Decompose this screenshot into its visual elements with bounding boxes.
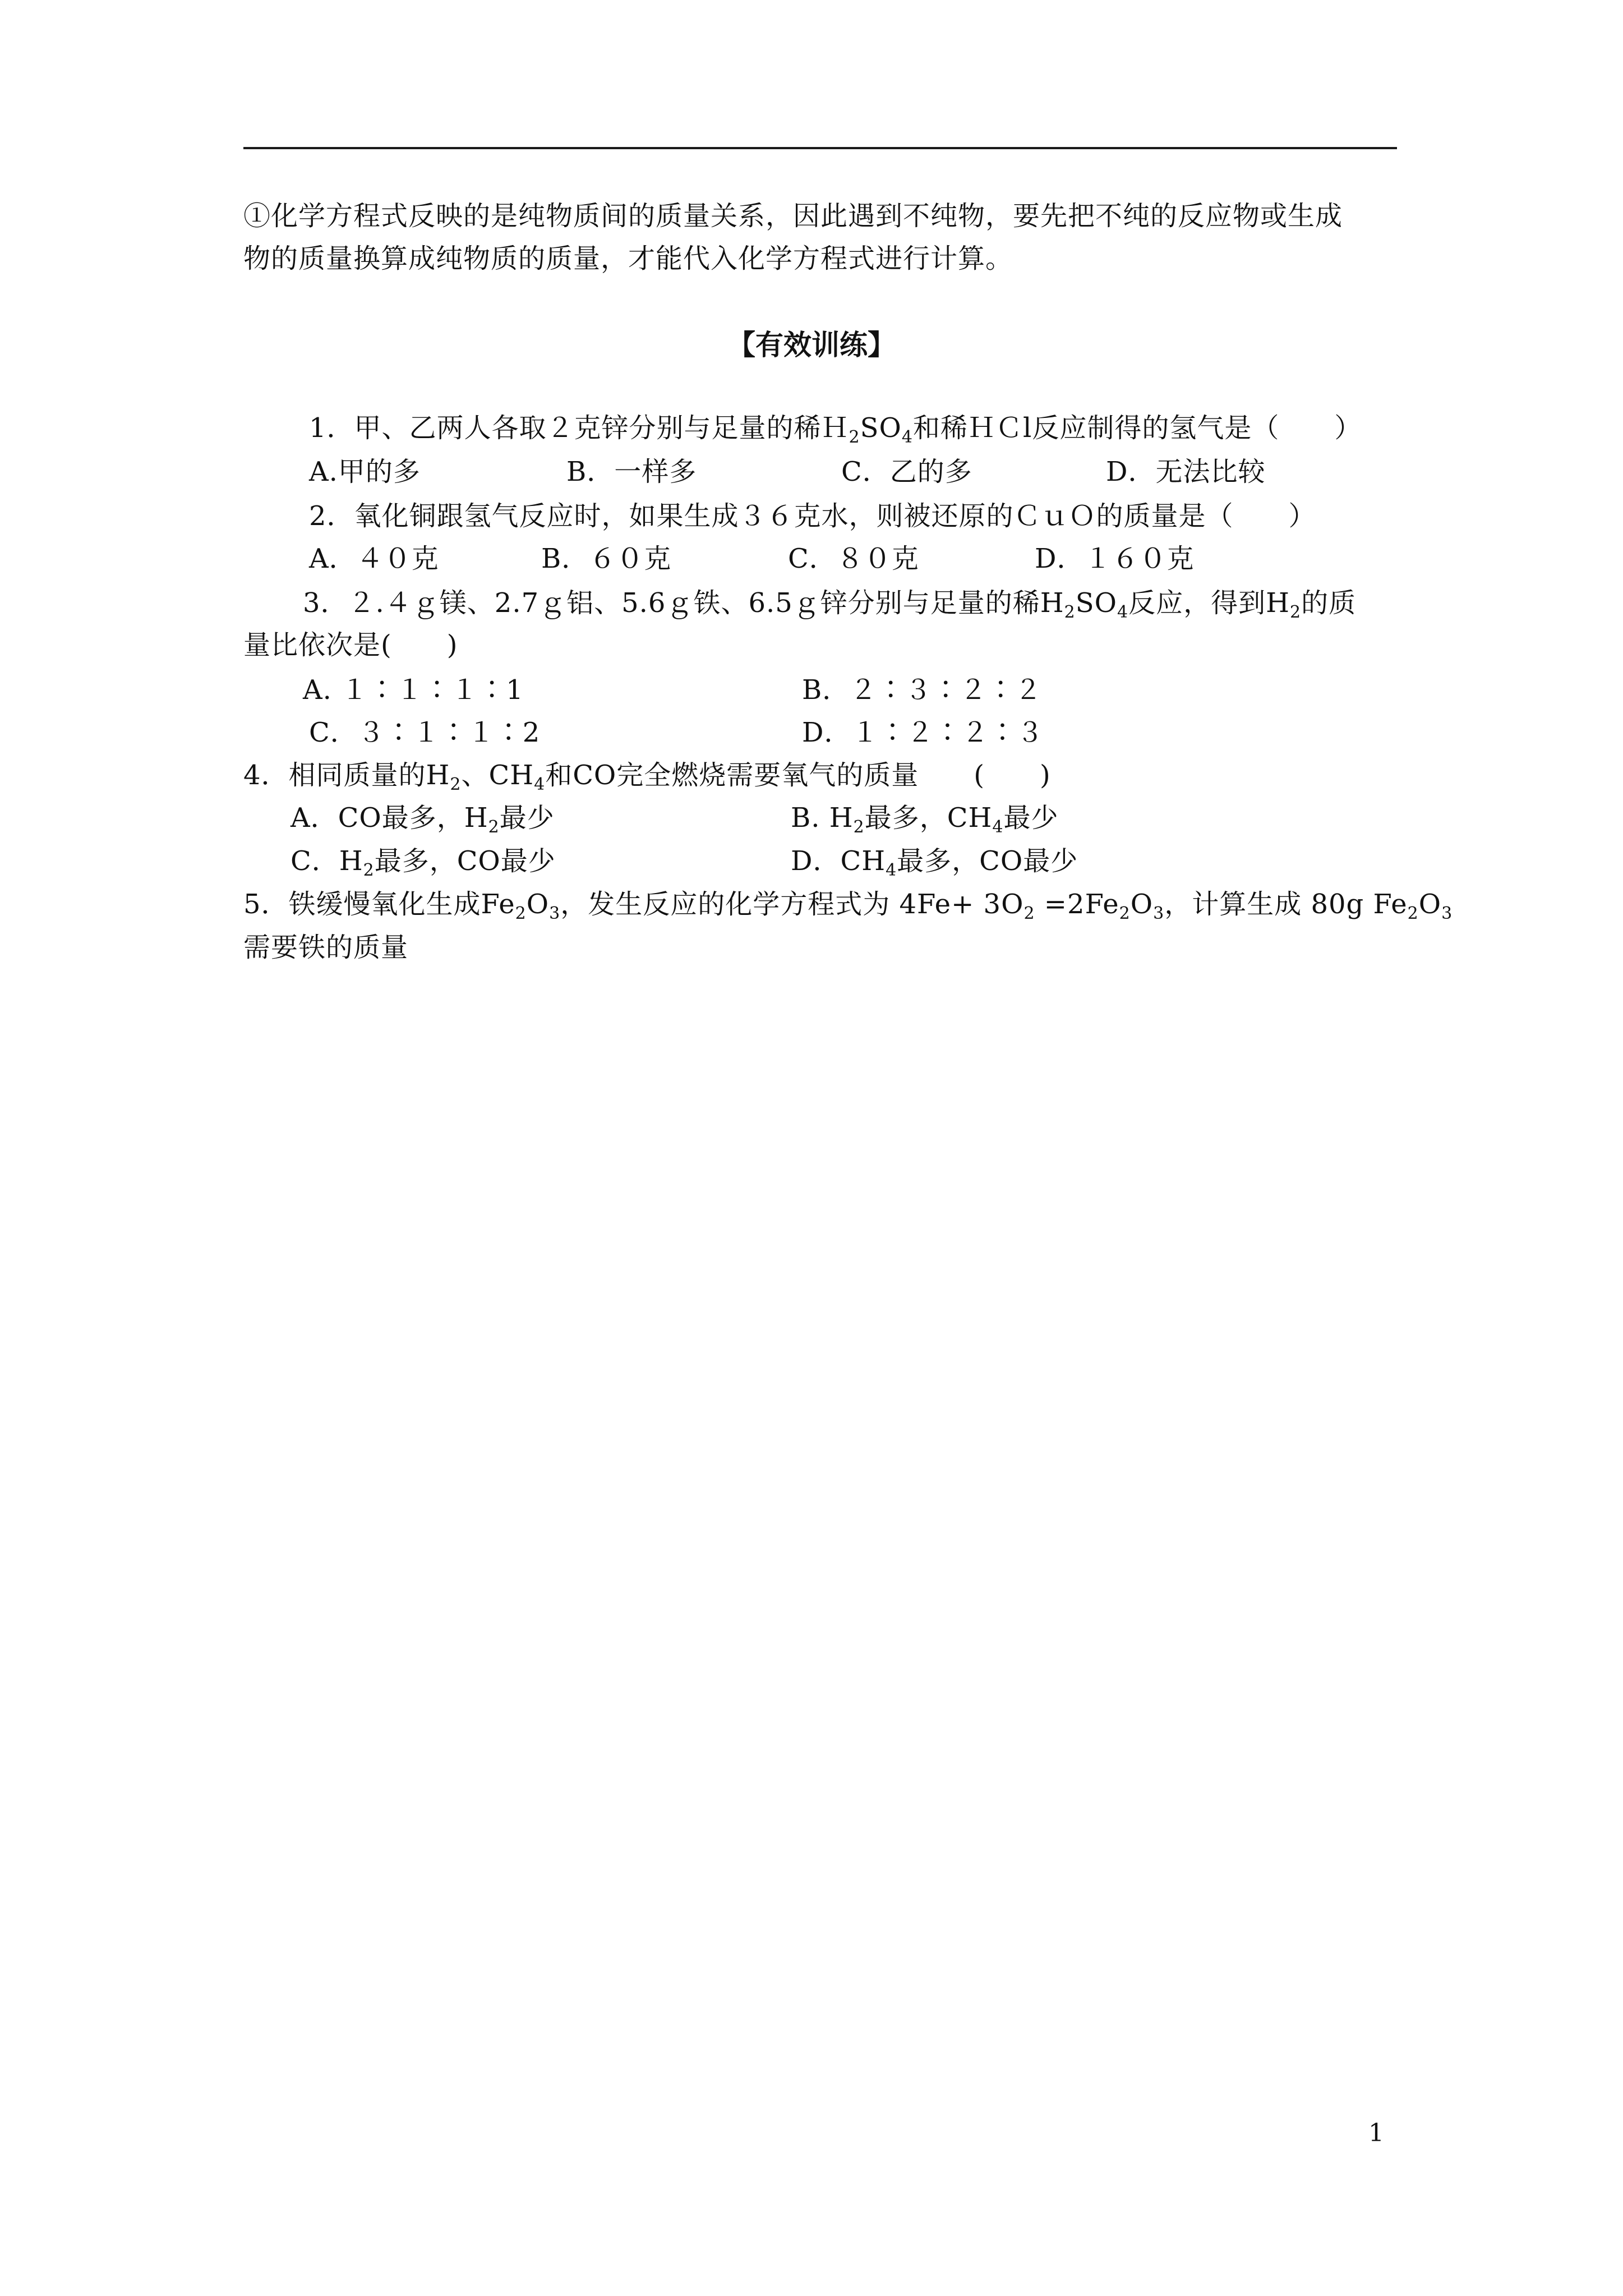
intro-line-2: 物的质量换算成纯物质的质量，才能代入化学方程式进行计算。	[243, 243, 1013, 274]
page-number: 1	[1368, 2119, 1384, 2147]
question-5-stem: 5．铁缓慢氧化生成$Fe_2O_3$，发生反应的化学方程式为 $4Fe+ 3O_2 =2Fe_2O_3$，计算生成 80g $Fe_2O_3$	[243, 889, 1453, 923]
question-5-stem-line-2: 需要铁的质量	[243, 932, 409, 963]
header-rule	[243, 147, 1397, 149]
question-2-stem: 2．氧化铜跟氢气反应时，如果生成３６克水，则被还原的ＣｕＯ的质量是（ ）	[309, 500, 1316, 532]
question-2-option-c: C．８０克	[788, 543, 919, 574]
question-1-option-d: D．无法比较	[1106, 456, 1266, 487]
intro-line-1: ①化学方程式反映的是纯物质间的质量关系，因此遇到不纯物，要先把不纯的反应物或生成	[243, 200, 1343, 232]
question-4-option-a: A．CO最多，$H_2$最少	[291, 802, 555, 837]
section-heading: 【有效训练】	[727, 328, 896, 361]
question-2-option-b: B．６０克	[541, 543, 672, 574]
question-3-option-d: D．１∶２∶２∶３	[802, 717, 1044, 748]
question-4-option-d: D．$CH_4$最多，CO最少	[791, 845, 1078, 880]
question-1-option-c: C．乙的多	[841, 456, 972, 487]
question-4-stem: 4．相同质量的$H_2$、$CH_4$和CO完全燃烧需要氧气的质量 ( )	[243, 760, 1051, 794]
question-1-stem: 1．甲、乙两人各取２克锌分别与足量的稀$H_2SO_4$和稀ＨＣl反应制得的氢气是（ ）	[309, 412, 1362, 447]
question-2-option-a: A．４０克	[309, 543, 439, 574]
question-4-option-b: B. $H_2$最多，$CH_4$最少	[791, 802, 1059, 837]
question-3-option-a: A. １∶１∶１∶1	[303, 674, 524, 706]
question-1-option-b: B．一样多	[566, 456, 697, 487]
question-1-option-a: A.甲的多	[309, 456, 421, 487]
question-3-stem-line-2: 量比依次是( )	[243, 629, 458, 661]
question-3-stem: 3．２.４ｇ镁、2.7ｇ铝、5.6ｇ铁、6.5ｇ锌分别与足量的稀$H_2SO_4$反应，得到$H_2$的质	[303, 587, 1357, 622]
question-4-option-c: C．$H_2$最多，CO最少	[291, 845, 556, 880]
question-3-option-b: B．２∶３∶２∶２	[802, 674, 1043, 706]
question-2-option-d: D．１６０克	[1035, 543, 1195, 574]
question-3-option-c: C．３∶１∶１∶2	[309, 717, 541, 748]
